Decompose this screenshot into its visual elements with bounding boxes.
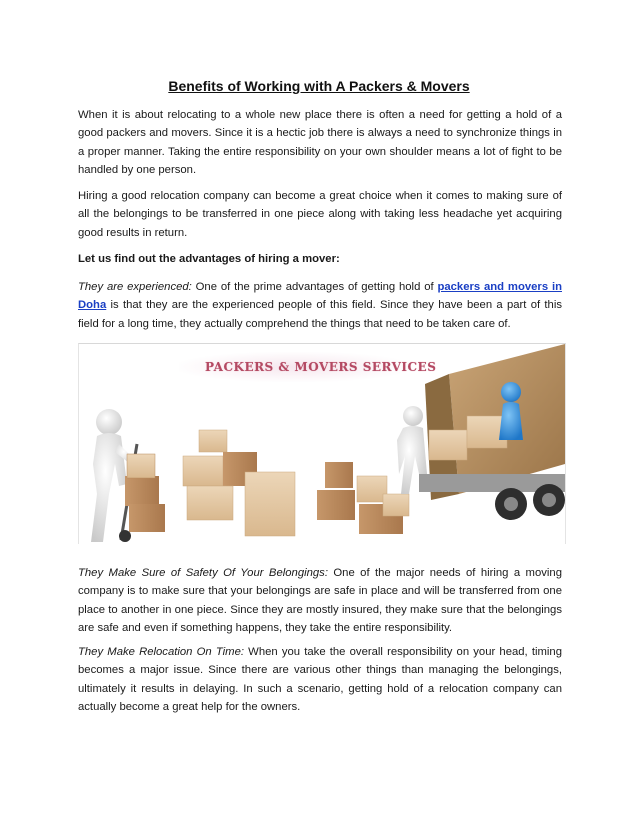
loading-box-1 xyxy=(429,430,467,460)
experienced-paragraph xyxy=(78,278,562,333)
blue-worker-head xyxy=(501,382,521,402)
large-box xyxy=(245,472,295,536)
on-time-text: When you take the overall responsibility on your head, timing becomes a major issue. Since there are various other things than managing the belongings, ultimately it results in delaying. In such a scenario, getting hold of a relocation company can actually become a great help for the owners. xyxy=(78,646,562,714)
person-head xyxy=(96,409,122,435)
on-time-lead: They Make Relocation On Time: xyxy=(78,646,245,658)
packers-movers-illustration xyxy=(78,343,566,544)
illustration-svg xyxy=(79,344,565,544)
white-worker-head xyxy=(403,406,423,426)
experienced-lead: They are experienced: xyxy=(78,281,192,293)
packers-movers-doha-link[interactable]: packers and movers in Doha xyxy=(78,281,562,312)
on-time-paragraph xyxy=(78,643,562,717)
box-stack-middle xyxy=(183,430,295,536)
experienced-text-before: One of the prime advantages of getting hold of xyxy=(191,281,438,293)
intro-paragraph: When it is about relocating to a whole new place there is often a need for getting a hold of a good packers and movers. Since it is a hectic job there is always a need to synchronize things in a proper manner. Taking the entire responsibility on your own shoulder means a lot of fight to be handled by one person. xyxy=(78,109,562,177)
safety-text: One of the major needs of hiring a moving company is to make sure that your belongings are safe in place and will be transferred from one place to another in one piece. Since they are mostly insured, they make sure that the belongings are safe and even if something happens, they take the entire responsibility. xyxy=(78,567,562,635)
box-stack-right xyxy=(317,462,409,534)
blue-worker-body xyxy=(499,402,523,440)
safety-lead: They Make Sure of Safety Of Your Belongings: xyxy=(78,567,328,579)
hand-truck-wheel xyxy=(119,530,131,542)
moving-truck xyxy=(419,344,565,520)
experienced-text-after: is that they are the experienced people of this field. Since they have been a part of this field for a long time, they actually comprehend the things that need to be taken care of. xyxy=(78,299,562,330)
truck-box-2 xyxy=(127,454,155,478)
advantages-subheading: Let us find out the advantages of hiring a mover: xyxy=(78,253,340,265)
person-with-hand-truck xyxy=(91,409,165,542)
truck-box-3 xyxy=(129,504,165,532)
hiring-paragraph: Hiring a good relocation company can become a great choice when it comes to making sure of all the belongings to be transferred in one piece along with taking less headache yet acquiring good results in return. xyxy=(78,190,562,239)
safety-paragraph xyxy=(78,564,562,638)
truck-box-1 xyxy=(125,476,159,506)
banner-text: PACKERS & MOVERS SERVICES xyxy=(205,360,437,374)
page-title: Benefits of Working with A Packers & Movers xyxy=(168,78,470,94)
